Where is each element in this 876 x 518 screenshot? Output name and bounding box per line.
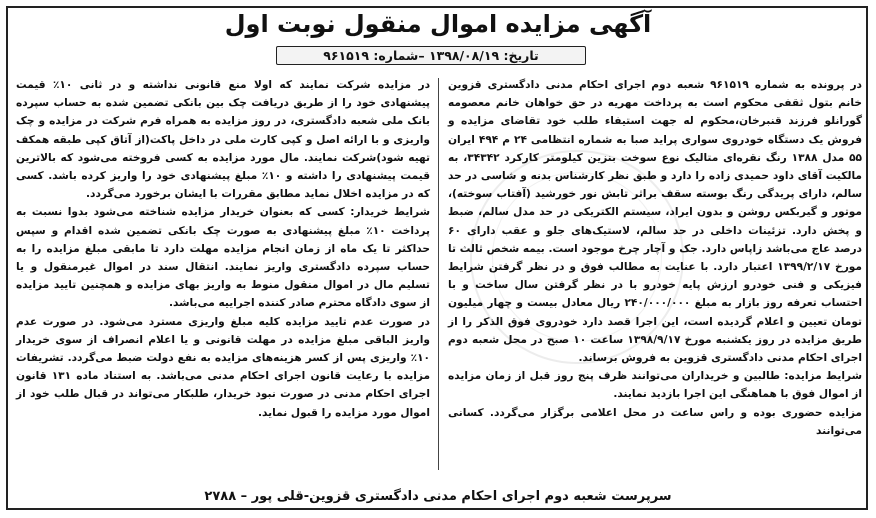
paragraph: شرایط مزایده: طالبین و خریداران می‌توانند ظرف پنج روز قبل از زمان مزایده از اموال فوق با هماهنگی این اجرا بازدید نمایند. bbox=[448, 370, 862, 401]
notice-date-number: تاریخ: ۱۳۹۸/۰۸/۱۹ –شماره: ۹۶۱۵۱۹ bbox=[276, 46, 586, 65]
left-column bbox=[16, 76, 430, 422]
paragraph: در مزایده شرکت نمایند که اولا منع قانونی نداشته و در ثانی ۱۰٪ قیمت پیشنهادی خود را از طریق دریافت چک بین بانکی تضمین شده به حساب سپرده بانک ملی شعبه دادگستری، در روز مزایده به همراه فرم شرکت در مزایده و چک واریزی و با ارائه اصل و کپی کارت ملی در داخل پاکت(از آتاق کپی طبقه همکف تهیه شود)شرکت نمایند. مال مورد مزایده به کسی فروخته می‌شود که بالاترین قیمت پیشنهادی را داشته و ۱۰٪ مبلغ پیشنهادی خود را واریز کرده باشد. کسی که در مزایده اخلال نماید مطابق مقررات با ایشان برخورد می‌گردد. bbox=[16, 79, 431, 201]
paragraph: مزایده حضوری بوده و راس ساعت در محل اعلامی برگزار می‌گردد. کسانی می‌توانند bbox=[448, 406, 862, 437]
notice-title: آگهی مزایده اموال منقول نوبت اول bbox=[224, 10, 652, 38]
right-column bbox=[448, 76, 862, 440]
paragraph: در پرونده به شماره ۹۶۱۵۱۹ شعبه دوم اجرای احکام مدنی دادگستری قزوین خانم بتول ثقفی محکوم است به پرداخت مهریه در حق خواهان خانم معصومه گورانلو فرزند قنبرخان،محکوم له جهت استیفاء طلب خود تقاضای مزایده و فروش یک دستگاه خودروی سواری پراید صبا به شماره انتظامی ۲۴ م ۴۹۴ ایران ۵۵ مدل ۱۳۸۸ رنگ نقره‌ای متالیک نوع سوخت بنزین کیلومتر کارکرد ۳۴۳۴۲، به مالکیت آقای داود حمیدی زاده را دارد و طبق نظر کارشناس بدنه و شاسی در حد سالم، دارای پریدگی رنگ بوسته سقف براثر تابش نور خورشید (آفتاب سوخته)، موتور و گیربکس روشن و بدون ایراد، سیستم الکتریکی در حد مدل سالم، ضبط و پخش دارد. تزئینات داخلی در حد سالم، لاستیک‌های جلو و عقب دارای ۶۰ درصد عاج می‌باشد زاپاس دارد. جک و آچار چرخ موجود است. بیمه شخص ثالث تا مورخ ۱۳۹۹/۲/۱۷ اعتبار دارد. با عنایت به مطالب فوق و در نظر گرفتن شرایط فیزیکی و فنی خودرو ارزش پایه خودرو با در نظر گرفتن سال ساخت و با احتساب تعرفه روز بازار به مبلغ ۲۴۰/۰۰۰/۰۰۰ ریال معادل بیست و چهار میلیون تومان تعیین و اعلام گردیده است، این اجرا قصد دارد خودروی فوق الذکر را از طریق مزایده در روز یکشنبه مورخ ۱۳۹۸/۹/۱۷ ساعت ۱۰ صبح در محل شعبه دوم اجرای احکام مدنی دادگستری قزوین به فروش برساند. bbox=[448, 79, 863, 365]
column-divider bbox=[438, 78, 439, 470]
signature-line: سرپرست شعبه دوم اجرای احکام مدنی دادگستری قزوین-قلی پور – ۲۷۸۸ bbox=[204, 489, 672, 504]
paragraph: در صورت عدم تایید مزایده کلیه مبلغ واریزی مسترد می‌شود. در صورت عدم واریز الباقی مبلغ مزایده در مهلت قانونی و یا اعلام انصراف از سوی خریدار ۱۰٪ واریزی پس از کسر هزینه‌های مزایده به نفع دولت ضبط می‌گردد. تشریفات مزایده با رعایت قانون اجرای احکام مدنی می‌باشد. به استناد ماده ۱۳۱ قانون اجرای احکام مدنی در صورت نبود خریدار، طلبکار می‌تواند در قبال طلب خود از اموال مورد مزایده را قبول نماید. bbox=[16, 315, 431, 419]
paragraph: شرایط خریدار: کسی که بعنوان خریدار مزایده شناخته می‌شود بدوا نسبت به پرداخت ۱۰٪ مبلغ پیشنهادی به صورت چک بانکی تضمین شده اقدام و سپس حداکثر تا یک ماه از زمان انجام مزایده مهلت دارد تا مابقی مبلغ مزایده را به حساب سپرده دادگستری واریز نمایند. انتقال سند در اموال غیرمنقول و یا تسلیم مال در اموال منقول منوط به واریز بهای مزایده و همچنین تایید مزایده از سوی دادگاه محترم صادر کننده اجراییه می‌باشد. bbox=[16, 206, 430, 310]
